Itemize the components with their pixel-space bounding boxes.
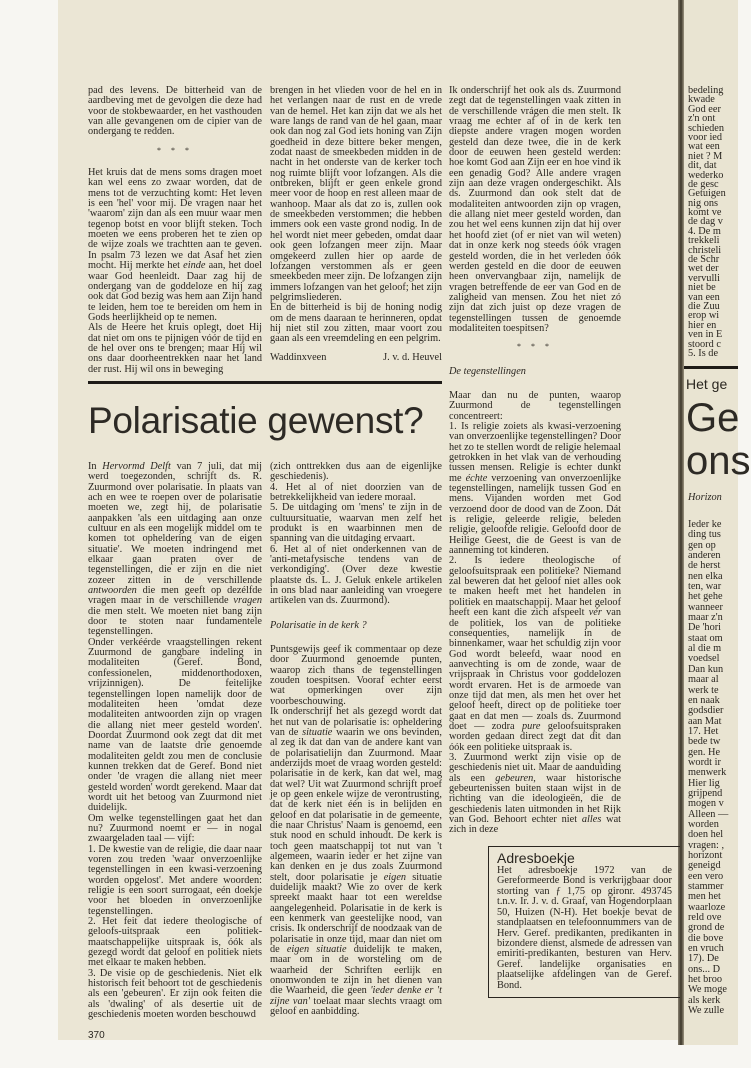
text-line: dit, dat: [688, 160, 717, 172]
text-line: godsdier: [688, 705, 724, 717]
text-line: z'n ont: [688, 113, 716, 125]
paragraph: [270, 86, 442, 303]
text-line: nig ons: [688, 197, 719, 209]
text-line: Getuigen: [688, 188, 726, 200]
italic-text: einde: [183, 260, 206, 272]
text-line: We zulle: [688, 1005, 725, 1017]
text-line: die Zuu: [688, 300, 720, 312]
text-line: De 'hori: [688, 622, 722, 634]
text-line: de dag v: [688, 216, 723, 228]
next-page-headline-1: Ge: [686, 396, 740, 440]
text-line: al die m: [688, 643, 722, 655]
text: Het kruis dat de mens soms dragen moet kan wel eens zo zwaar worden, dat de mens tot de verzuchting komt: Het leven is een 'hel' voor mij. De vragen naar het 'waarom' zijn dan als een muur waar men tegenop botst en voor blijft steken. Toch moeten we eens proberen het te zien op de wijze zoals we trachtten aan te geven. In psalm 73 lezen we dat Asaf het zien mocht. Hij merkte het: [88, 167, 262, 272]
paragraph: [270, 645, 442, 707]
text-line: komt ve: [688, 207, 722, 219]
text: 4. Het al of niet doorzien van de betrekkelijkheid van iedere moraal.: [270, 481, 442, 503]
article-column-2: [270, 462, 442, 1018]
text: Maar dan nu de punten, waarop Zuurmond de tegenstellingen concentreert:: [449, 389, 621, 422]
paragraphs: [449, 391, 621, 836]
paragraph: [270, 707, 442, 1017]
text-line: bedeling: [688, 85, 724, 96]
text-line: bede tw: [688, 736, 721, 748]
paragraph: [270, 503, 442, 544]
text: van de politiek, los van de politieke consequenties, namelijk in de binnenkamer, waar het schuldig zijn voor God wordt beleefd, waar nood en aanvechting is om de zonde, waar de vrijspraak in Christus voor goddelozen wordt ervaren. Het is de armoede van onze tijd dat men, als men het over het geloof heeft, direct op de politieke toer gaat en dat men — zoals ds. Zuurmond doet — zodra: [449, 607, 621, 732]
text: 2. Is iedere theologische of geloofsuitspraak een politieke? Niemand zal beweren dat het geloof niet alles ook te maken heeft met het handelen in politiek en maatschappij. Maar het geloof heeft een kant die zich afspeelt: [449, 555, 621, 619]
text-line: geneigd: [688, 860, 721, 872]
italic-text: échte: [465, 472, 488, 484]
italic-text: pure: [521, 720, 541, 732]
text-line: gen op: [688, 539, 716, 551]
text: Puntsgewijs geef ik commentaar op deze door Zuurmond genoemde punten, waarop zich thans de tegenstellingen zouden toespitsen. Vooraf echter eerst wat opmerkingen over zijn voorbeschouwing.: [270, 644, 442, 707]
text-line: Dan kun: [688, 663, 724, 675]
text-line: ons... D: [688, 963, 721, 975]
next-page-edge: [684, 0, 751, 1045]
subheading: Polarisatie in de kerk ?: [270, 619, 367, 631]
next-page-headline-2: ons: [686, 439, 751, 483]
text-line: men het: [688, 891, 721, 903]
top-section: [88, 86, 442, 375]
top-column-2: [270, 86, 442, 363]
text: Als de Heere het kruis oplegt, doet Hij dat niet om ons te pijnigen vóór de tijd en de hel over ons te brengen; maar Hij wil ons daar doorheentrekken naar het land der rust. Hij wil ons in beweging: [88, 322, 262, 375]
text-line: christeli: [688, 244, 722, 256]
italic-text: alles: [581, 814, 602, 826]
text: die men geeft op dezélfde vragen maar in de verschillende: [88, 585, 262, 607]
text: waarin we ons bevinden, al zeg ik dat dan van de andere kant van de polarisatielijn dan Zuurmond. Maar anderzijds moet de vraag worden gesteld: polarisatie in de kerk, kan dat wel, mag dat wel? Uit wat Zuurmond schrijft proef je op geen enkele wijze de verontrusting, dat de kerk niet één is in belijden en geloof en dat polarisatie in de gemeente, die naar Christus' Naam is genoemd, een stuk nood en schuld inhoudt. De kerk is toch geen maatschappij tot nut van 't algemeen, waarin ieder er het zijne van kan denken en je dus zoals Zuurmond stelt, door polarisatie je: [270, 726, 442, 883]
text-line: trekkeli: [688, 235, 720, 247]
text-line: maar al: [688, 674, 719, 686]
text-line: ven in E: [688, 329, 723, 341]
article-body: [88, 462, 442, 1041]
text-line: 17). De: [688, 953, 719, 965]
text: , waar historische gebeurtenissen buiten staan wijst in de richting van die ideologieën, die de geschiedenis laten uitmonden in het Rijk van God. Behoort echter niet: [449, 772, 621, 826]
section-break: * * *: [517, 342, 553, 352]
italic-text: Hervormd Delft: [102, 460, 171, 472]
text: 5. De uitdaging om 'mens' te zijn in de cultuursituatie, waarvan men zelf het produkt is en waarbinnen men de spanning van die uitdaging ervaart.: [270, 502, 442, 545]
box-text: Het adresboekje 1972 van de Gereformeerde Bond is verkrijgbaar door storting van ƒ 1,75 op gironr. 493745 t.n.v. Ir. J. v. d. Graaf, van Hogendorplaan 50, Huizen (N-H). Het boekje bevat de standplaatsen en telefoonnummers van de Herv. Geref. predikanten, predikanten in bizondere dienst, alsmede de adressen van emiriti-predikanten, besturen van Herv. Geref. landelijke organisaties en plaatselijke afdelingen van de Geref. Bond.: [497, 865, 672, 991]
paragraphs: [88, 168, 262, 375]
paragraph: [88, 917, 262, 969]
text-line: als kerk: [688, 994, 721, 1006]
paragraph: [449, 422, 621, 556]
left-columns: [88, 86, 442, 1041]
paragraphs: [88, 86, 262, 138]
text-line: het gehe: [688, 591, 723, 603]
text-line: We moge: [688, 984, 727, 996]
text-line: het broo: [688, 974, 723, 986]
text-line: ding tus: [688, 529, 721, 541]
text: duidelijk te maken, maar om in de worsteling om de waarheid der Schriften eerlijk en onomwonden te zijn in het dienen van die Waarheid, die geen: [270, 944, 442, 997]
paragraph: [449, 391, 621, 422]
italic-text: eigen: [383, 871, 407, 883]
paragraph: [88, 814, 262, 845]
text-line: niet be: [688, 282, 716, 294]
box-title: Adresboekje: [497, 849, 575, 866]
text-line: grond de: [688, 922, 725, 934]
italic-text: antwoorden: [88, 585, 137, 597]
text-line: reld ove: [688, 912, 722, 924]
italic-text: situatie: [302, 726, 333, 738]
next-page-subhead: Horizon: [688, 492, 722, 503]
text: brengen in het vlieden voor de hel en in het verlangen naar de rust en de vrede van de hemel. Het kan zijn dat we als het ware langs de rand van de hel gaan, maar ook dan nog zal God iets honing van Zijn goedheid in deze bittere beker mengen, zodat naast de smeekbeden midden in de nacht in het onderste van de kerker toch nog ruimte blijft voor lofzangen. Als die ontbreken, blijft er geen enkele grond meer voor de hoop en rest alleen maar de wanhoop. Maar als dat zo is, zullen ook de smeekbeden verstommen; die hebben immers ook een vaste grond nodig. In de hel wordt niet meer gebeden, omdat daar ook geen lofzangen meer zijn. Maar omgekeerd zullen hier op aarde de lofzangen verstommen als er geen smeekbeden meer zijn. De lofzangen zijn immers lofzangen van het geloof; het zijn pelgrimsliederen.: [270, 85, 442, 303]
text: 1. De kwestie van de religie, die daar naar voren zou treden 'waar onverzoenlijke tegenstellingen in een kwasi-verzoening worden opgelost'. Met andere woorden: religie is een soort surrogaat, eén doekje voor het bloeden in onverzoenlijke tegenstellingen.: [88, 843, 262, 917]
adresboekje-box: [488, 846, 680, 998]
text-line: Hier lig: [688, 777, 720, 789]
text-line: niet ? M: [688, 150, 723, 162]
text-line: voor ied: [688, 131, 723, 143]
next-page-kicker: Het ge: [686, 376, 728, 392]
text-line: staat om: [688, 632, 723, 644]
section-break: * * *: [157, 145, 193, 155]
text-line: horizont: [688, 850, 723, 861]
text-line: God eer: [688, 103, 721, 115]
text-line: gen. He: [688, 746, 721, 758]
text-line: doen hel: [688, 829, 724, 841]
text-line: Ieder ke: [688, 519, 722, 530]
signature: [270, 353, 442, 363]
paragraph: [270, 483, 442, 504]
text: Ik onderschrijf het als gezegd wordt dat het nut van de polarisatie is: opheldering van de: [270, 706, 442, 738]
text-line: en vruch: [688, 943, 724, 955]
text-line: aan Mat: [688, 715, 722, 727]
text-line: waarloze: [688, 901, 726, 913]
text-line: wederko: [688, 169, 724, 181]
text-line: wet der: [688, 263, 719, 275]
text-line: die bove: [688, 932, 724, 944]
text-line: vragen: ,: [688, 839, 725, 851]
text: aan, het doel waar God heenleidt. Daar zag hij de ondergang van de goddeloze en hij zag ook dat God bezig was hem aan Zijn hand te leiden, hem toe te bereiden om hem in Gods heerlijkheid op te nemen.: [88, 260, 262, 323]
text: die men stelt. We moeten niet bang zijn door te stoten naar fundamentele tegenstellingen.: [88, 605, 262, 638]
text-line: voedsel: [688, 653, 720, 665]
text-line: worden: [688, 818, 719, 830]
next-page-divider: [684, 366, 738, 369]
text-line: mogen v: [688, 798, 724, 810]
paragraph: [449, 86, 621, 334]
text-line: anderen: [688, 550, 721, 562]
text-line: menwerk: [688, 767, 727, 779]
text: In: [88, 460, 103, 472]
text: 3. Zuurmond werkt zijn visie op de geschiedenis niet uit. Maar de aanduiding als een: [449, 751, 621, 784]
text-line: de Schr: [688, 254, 720, 266]
article-column-3: [449, 85, 672, 998]
italic-text: gebeuren: [495, 772, 534, 784]
text-line: schieden: [688, 122, 725, 134]
text: 2. Het feit dat iedere theologische of geloofs-uitspraak een politiek-maatschappelijke uitspraak is, óók als gezegd wordt dat geloof en politiek niets met elkaar te maken hebben.: [88, 916, 262, 969]
paragraph: [88, 323, 262, 375]
paragraph: [270, 303, 442, 344]
text-line: de gesc: [688, 178, 719, 190]
text-line: wordt ir: [688, 756, 721, 768]
paragraph: [88, 969, 262, 1021]
text-line: kwade: [688, 94, 715, 106]
text: wat zich in deze: [449, 814, 621, 836]
paragraphs: [449, 86, 621, 334]
paragraph: [88, 845, 262, 917]
text: 1. Is religie zoiets als kwasi-verzoening van onverzoenlijke tegenstellingen? Door het zo te stellen wordt de religie helemaal getrokken in het vlak van de verhouding tussen mensen. Religie is echter dunkt me: [449, 420, 621, 484]
text-line: stoord c: [688, 338, 721, 350]
paragraph: [88, 638, 262, 814]
italic-text: eigen situatie: [286, 944, 347, 956]
text: (zich onttrekken dus aan de eigenlijke geschiedenis).: [270, 460, 442, 483]
signature-name: J. v. d. Heuvel: [383, 351, 442, 363]
text-line: wanneer: [688, 601, 723, 613]
text: Om welke tegenstellingen gaat het dan nu? Zuurmond noemt er — in nogal zwaargeladen taal — vijf:: [88, 812, 262, 845]
text-line: en naak: [688, 694, 720, 706]
text: 6. Het al of niet onderkennen van de 'anti-metafysische tendens van de verkondiging'. (Over deze kwestie plaatste ds. L. J. Geluk enkele artikelen in ons blad naar aanleiding van vroegere artikelen van ds. Zuurmond).: [270, 543, 442, 607]
text-line: maar z'n: [688, 612, 723, 624]
text-line: Alleen —: [688, 808, 729, 820]
article-column-1: [88, 462, 262, 1041]
next-page-body-lines: [688, 520, 728, 1017]
text: En de bitterheid is bij de honing nodig om de mens daaraan te herinneren, opdat hij niet stil zou zitten, maar voort zou gaan als een vreemdeling en een pelgrim.: [270, 302, 442, 345]
italic-text: 'ieder denke er 't zijne van': [270, 985, 442, 1007]
text: 3. De visie op de geschiedenis. Niet elk historisch feit behoort tot de geschiedenis als een 'gebeuren'. Er zijn ook feiten die als 'dwaling' of als desertie uit de geschiedenis moeten worden beschouwd: [88, 967, 262, 1021]
text: verzoening van onverzoenlijke tegenstellingen, namelijk tussen God en mens. Vijanden worden met God verzoend door de dood van de Zoon. Dát is religie, geleerde religie, beleden religie, geloofde religie. Geloofd door de Heilige Geest, die de Geest is van de aanneming tot kinderen.: [449, 472, 622, 557]
paragraph: [449, 556, 621, 753]
paragraph: [88, 168, 262, 323]
subheading: De tegenstellingen: [449, 365, 526, 377]
article-divider: [88, 381, 442, 384]
page-number: 370: [88, 1029, 105, 1041]
text: van 7 juli, dat mij werd toegezonden, schrijft ds. R. Zuurmond over polarisatie. In plaats van ach en wee te roepen over de polarisatie moeten we, zegt hij, de polarisatie aanpakken 'als een uitdaging aan onze cultuur en als een mogelijk middel om te komen tot opheldering van de eigen situatie'. We moeten indringend met elkaar gaan praten over de tegenstellingen, die er zijn en die niet zozeer zitten in de verschillende: [88, 460, 262, 586]
text-line: erop wi: [688, 310, 720, 322]
text-line: 17. Het: [688, 725, 719, 737]
next-page-top-lines: [688, 86, 726, 358]
text-line: hier en: [688, 319, 717, 331]
paragraphs: [270, 645, 442, 1017]
italic-text: vragen: [233, 595, 262, 607]
text-line: nen elka: [688, 570, 723, 582]
top-column-1: [88, 86, 262, 375]
text-line: een vero: [688, 870, 724, 882]
text-line: vervulli: [688, 272, 721, 284]
text: geloofsuitspraken worden gedaan direct zegt dat dit dan óók een politieke uitspraak is.: [449, 720, 621, 753]
article-headline: Polarisatie gewenst?: [88, 399, 424, 441]
text-line: wat een: [688, 141, 720, 153]
text: toelaat maar slechts vraagt om geloof en aanbidding.: [270, 995, 442, 1018]
text-line: 4. De m: [688, 225, 721, 237]
text: pad des levens. De bitterheid van de aardbeving met de gevolgen die deze had voor de stokbewaarder, en het vasthouden van alle gevangenen om de cipier van de ondergang te redden.: [88, 85, 262, 138]
text-line: stammer: [688, 881, 724, 893]
signature-place: Waddinxveen: [270, 351, 327, 363]
text-line: grijpend: [688, 787, 723, 799]
text-line: werk te: [688, 684, 719, 696]
text-line: de herst: [688, 560, 721, 572]
paragraph: [270, 545, 442, 607]
text-line: 5. Is de: [688, 347, 719, 359]
text-line: van een: [688, 291, 720, 303]
paragraph: [270, 462, 442, 483]
text-line: ten, war: [688, 581, 722, 593]
text: situatie duidelijk maakt? Wie zo over de kerk spreekt maakt haar tot een wereldse aangelegenheid. Polarisatie in de kerk is een kenmerk van geestelijke nood, van crisis. Ik onderschrijf de noodzaak van de polarisatie in onze tijd, maar dan niet om de: [270, 871, 442, 956]
paragraphs: [270, 86, 442, 345]
paragraphs: [270, 462, 442, 607]
paragraph: [449, 753, 621, 836]
italic-text: vér: [588, 607, 602, 619]
paragraphs: [88, 462, 262, 1021]
paragraph: [88, 86, 262, 138]
text: Ik onderschrijf het ook als ds. Zuurmond zegt dat de tegenstellingen vaak zitten in de verschillende vrágen die men stelt. Ik vraag me echter af of in de kerk ten diepste andere vragen mogen worden gesteld dan deze twee, die in de kerk door de eeuwen heen gesteld werden: hoe komt God aan Zijn eer en hoe vind ik een genadig God? Alle andere vragen zijn aan deze vragen ondergeschikt. Als ds. Zuurmond dan ook stelt dat de modaliteiten antwoorden zijn op vragen, die allang niet meer gesteld worden, dan zou het wel eens kunnen zijn dat hij over het hoofd ziet (of er niet van wil weten) dat in onze kerk nog steeds óók vragen gesteld worden, die in het verleden óók werden gesteld en die door de eeuwen heen onvervangbaar zijn, namelijk de vragen betreffende de eer van God en de zaligheid van mensen. Zou het niet zó zijn dat zich juist op deze vragen de tegenstellingen tussen de genoemde modaliteiten toespitsen?: [449, 85, 621, 334]
text: Onder verkéérde vraagstellingen rekent Zuurmond de gangbare indeling in modaliteiten (Geref. Bond, confessionelen, middenorthodoxen, vrijzinnigen). De feitelijke tegenstellingen lopen namelijk door de modaliteiten heen 'omdat deze modaliteiten antwoorden zijn op vragen die allang niet meer gesteld worden'. Doordat Zuurmond ook zegt dat dit met name van de laatste drie genoemde modaliteiten geldt zou men de conclusie kunnen trekken dat de Geref. Bond niet onder 'de vragen die allang niet meer gesteld worden' wordt gerekend. Maar dat wordt uit het betoog van Zuurmond niet duidelijk.: [88, 636, 262, 814]
paragraph: [88, 462, 262, 638]
